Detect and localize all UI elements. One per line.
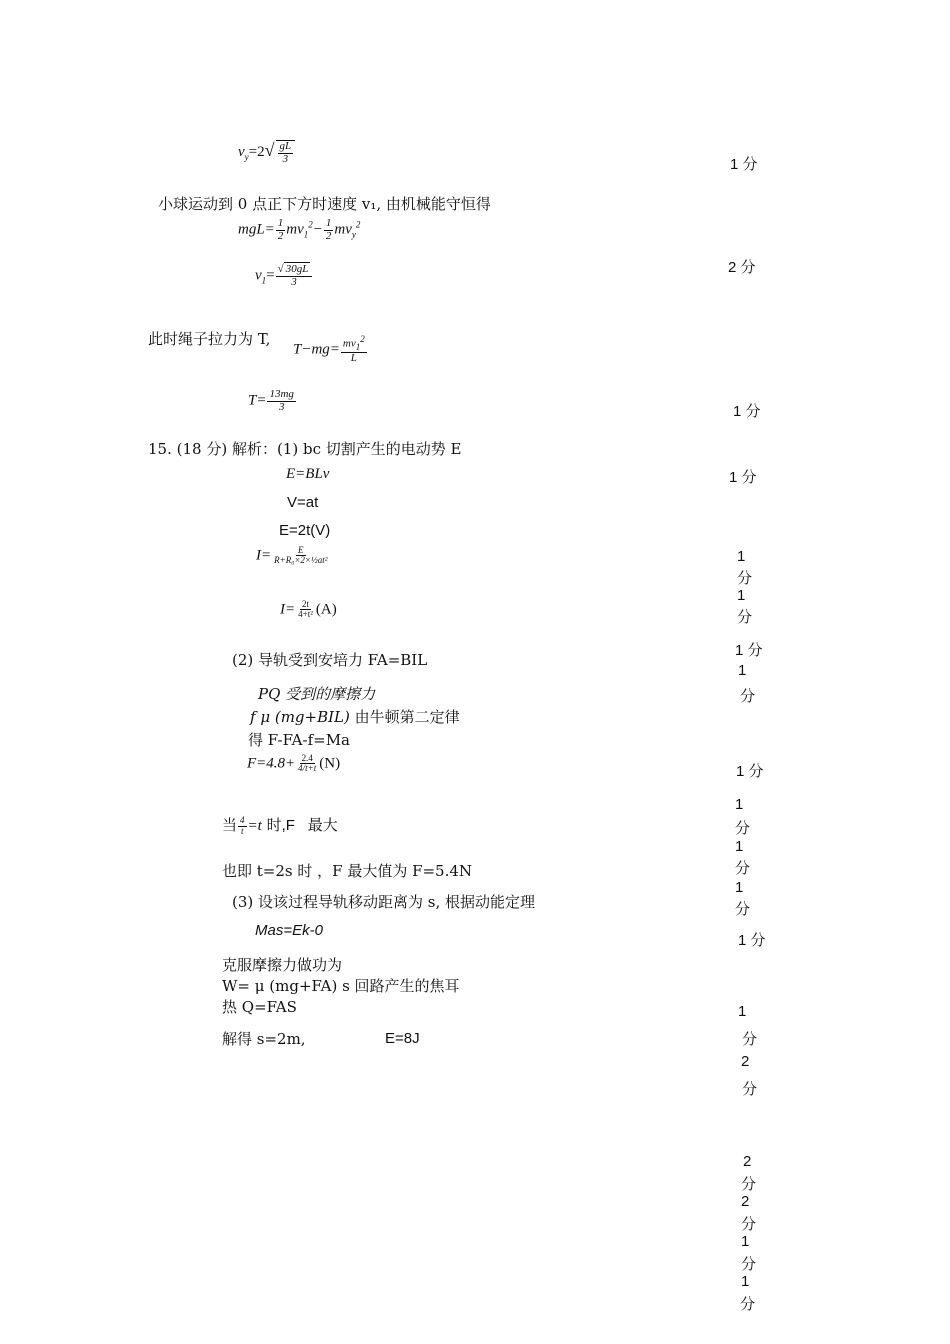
eq-vy-sub: y: [244, 152, 249, 162]
eq-E-2t: E=2t(V): [279, 522, 331, 539]
score-18a: 1: [741, 1233, 750, 1250]
eq-V-at: V=at: [287, 494, 319, 511]
energy-text: E=8J: [385, 1030, 420, 1047]
score-16b: 分: [741, 1176, 757, 1193]
tension-text: 此时绳子拉力为 T,: [148, 330, 271, 348]
score-7: 1 分: [735, 642, 763, 659]
score-3: 1 分: [733, 403, 761, 420]
score-5a: 1: [737, 548, 746, 565]
score-2: 2 分: [728, 259, 756, 276]
score-14b: 分: [742, 1031, 758, 1048]
eq-I2: I= $\frac{2t}{\text{4+t²}}$ (A): [280, 599, 337, 620]
eq-v1: $v_1=$ $\frac{√ 30gL}{3}$: [255, 264, 313, 288]
score-12b: 分: [735, 901, 751, 918]
score-17a: 2: [741, 1193, 750, 1210]
score-13: 1 分: [738, 932, 766, 949]
score-15a: 2: [741, 1053, 750, 1070]
score-17b: 分: [741, 1216, 757, 1233]
score-6b: 分: [737, 609, 753, 626]
heat-text: 热 Q=FAS: [222, 998, 297, 1016]
eq-Mas: Mas=Ek-0: [255, 922, 323, 939]
friction-text: PQ 受到的摩擦力: [258, 685, 376, 703]
score-19b: 分: [740, 1296, 756, 1313]
q15-heading: 15. (18 分) 解析：(1) bc 切割产生的电动势 E: [148, 440, 462, 458]
newton-eq: 得 F-FA-f=Ma: [248, 731, 350, 749]
friction-eq: f μ (mg+BIL) 由牛顿第二定律: [250, 708, 460, 726]
score-11a: 1: [735, 838, 744, 855]
score-11b: 分: [735, 860, 751, 877]
part2-text: (2) 导轨受到安培力 FA=BIL: [232, 651, 428, 669]
score-18b: 分: [741, 1256, 757, 1273]
score-14a: 1: [738, 1003, 747, 1020]
score-19a: 1: [741, 1273, 750, 1290]
score-9: 1 分: [736, 763, 764, 780]
score-16a: 2: [743, 1153, 752, 1170]
score-8a: 1: [738, 662, 747, 679]
eq-I: I= $\frac{E}{\text{R+R₀×2×½at²}}$: [256, 545, 328, 566]
work-text: W= μ (mg+FA) s 回路产生的焦耳: [222, 977, 460, 995]
eq-energy: mgL= $\frac{1}{2}$ $mv_1^2-$ $\frac{1}{2}$ $mv_y^2$: [238, 217, 361, 242]
eq-T: T= $\frac{13mg}{3}$: [248, 388, 294, 413]
score-4: 1 分: [729, 469, 757, 486]
score-10b: 分: [735, 820, 751, 837]
score-5b: 分: [737, 570, 753, 587]
ball-text: 小球运动到 0 点正下方时速度 v₁, 由机械能守恒得: [158, 195, 491, 213]
score-6a: 1: [737, 587, 746, 604]
solve-text: 解得 s=2m,: [222, 1030, 306, 1048]
eq-E-BLv: E=BLv: [286, 466, 330, 482]
score-1: 1 分: [730, 156, 758, 173]
overcome-text: 克服摩擦力做功为: [222, 956, 343, 974]
eq-vy: $v_y=2√$ $\frac{gL}{3}$: [238, 140, 296, 165]
score-15b: 分: [742, 1081, 758, 1098]
eq-F: F=4.8+ $\frac{2.4}{4/t+t}$ (N): [247, 753, 341, 774]
when-line: 当 $\frac{4}{t}$ =t 时,F 最大: [222, 815, 338, 836]
score-10a: 1: [735, 796, 744, 813]
eq-tension: T−mg= $\frac{mv_1^2}{L}$: [293, 334, 365, 365]
eq-vy-frac: $\frac{gL}{3}$: [276, 140, 296, 165]
score-12a: 1: [735, 879, 744, 896]
also-line: 也即 t=2s 时 ，F 最大值为 F=5.4N: [222, 862, 473, 880]
eq-vy-coef: =2: [248, 144, 265, 160]
eq-vy-lhs: v: [238, 144, 245, 160]
part3-text: (3) 设该过程导轨移动距离为 s, 根据动能定理: [232, 893, 536, 911]
score-8b: 分: [740, 688, 756, 705]
